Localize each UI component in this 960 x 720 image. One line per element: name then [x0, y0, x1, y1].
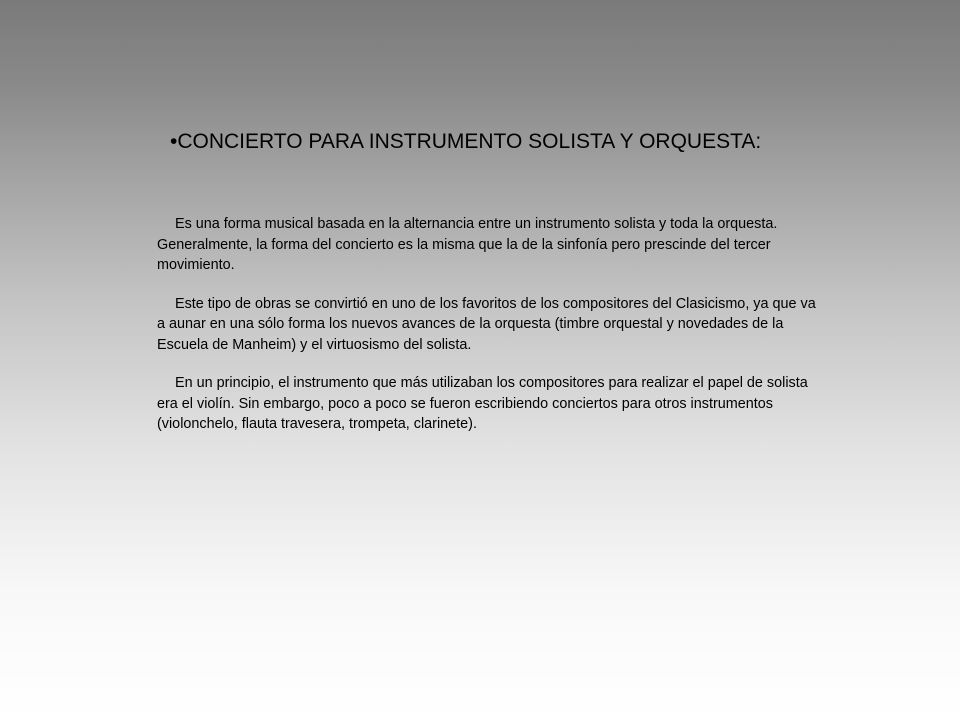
paragraph-soloist: En un principio, el instrumento que más utilizaban los compositores para realizar el papel de solista era el violín. Sin embargo, poco a poco se fueron escribiendo conciertos para otros instrumentos (violonchelo, flauta travesera, trompeta, clarinete). [157, 375, 808, 432]
paragraph-classicism: Este tipo de obras se convirtió en uno de los favoritos de los compositores del Clasicismo, ya que va a aunar en una sólo forma los nuevos avances de la orquesta (timbre orquestal y novedades de la Escuela de Manheim) y el virtuosismo del solista. [157, 295, 816, 353]
paragraph-definition: Es una forma musical basada en la alternancia entre un instrumento solista y toda la orquesta. Generalmente, la forma del concierto es la misma que la de la sinfonía pero prescinde del tercer movimiento. [157, 216, 778, 273]
slide-title: •CONCIERTO PARA INSTRUMENTO SOLISTA Y ORQUESTA: [170, 130, 762, 153]
slide-body [157, 214, 817, 453]
